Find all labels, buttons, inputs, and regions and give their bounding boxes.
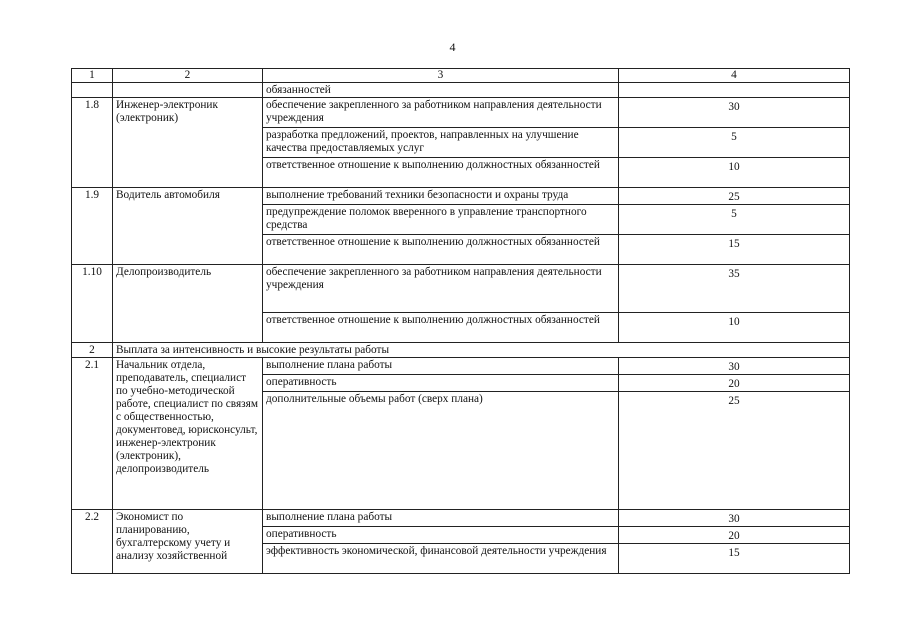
points-cell: 15 xyxy=(619,235,850,265)
criterion-cell: выполнение плана работы xyxy=(263,510,619,527)
column-number-2: 2 xyxy=(113,69,263,83)
criterion-cell: обеспечение закрепленного за работником направления деятельности учреждения xyxy=(263,265,619,313)
table-row xyxy=(72,98,850,128)
section-title: Выплата за интенсивность и высокие результаты работы xyxy=(113,343,850,358)
criterion-cell: обеспечение закрепленного за работником направления деятельности учреждения xyxy=(263,98,619,128)
criteria-table xyxy=(71,68,850,574)
table-row xyxy=(72,358,850,375)
criterion-cell: оперативность xyxy=(263,375,619,392)
points-cell: 30 xyxy=(619,98,850,128)
column-number-1: 1 xyxy=(72,69,113,83)
column-number-4: 4 xyxy=(619,69,850,83)
points-cell: 25 xyxy=(619,188,850,205)
criterion-cell: дополнительные объемы работ (сверх плана) xyxy=(263,392,619,510)
criterion-cell: разработка предложений, проектов, направленных на улучшение качества предоставляемых услуг xyxy=(263,128,619,158)
table-row xyxy=(72,265,850,313)
points-cell: 20 xyxy=(619,527,850,544)
position-cell: Водитель автомобиля xyxy=(113,188,263,265)
points-cell: 30 xyxy=(619,358,850,375)
position-cell: Экономист по планированию, бухгалтерскому учету и анализу хозяйственной xyxy=(113,510,263,574)
criterion-cell: выполнение плана работы xyxy=(263,358,619,375)
criterion-cell: ответственное отношение к выполнению должностных обязанностей xyxy=(263,313,619,343)
points-cell: 10 xyxy=(619,313,850,343)
row-number: 1.10 xyxy=(72,265,113,343)
page-number: 4 xyxy=(449,40,456,54)
points-cell: 35 xyxy=(619,265,850,313)
criterion-cell: ответственное отношение к выполнению должностных обязанностей xyxy=(263,235,619,265)
points-cell: 10 xyxy=(619,158,850,188)
points-cell: 5 xyxy=(619,205,850,235)
criterion-cell: оперативность xyxy=(263,527,619,544)
section-number: 2 xyxy=(72,343,113,358)
row-number: 2.2 xyxy=(72,510,113,574)
points-cell: 30 xyxy=(619,510,850,527)
criterion-cell: обязанностей xyxy=(263,83,619,98)
criterion-cell: предупреждение поломок вверенного в управление транспортного средства xyxy=(263,205,619,235)
section-row xyxy=(72,343,850,358)
points-cell: 5 xyxy=(619,128,850,158)
row-number: 2.1 xyxy=(72,358,113,510)
row-number: 1.9 xyxy=(72,188,113,265)
table-row xyxy=(72,510,850,527)
table-row xyxy=(72,83,850,98)
points-cell: 25 xyxy=(619,392,850,510)
row-number: 1.8 xyxy=(72,98,113,188)
points-cell: 15 xyxy=(619,544,850,574)
row-number xyxy=(72,83,113,98)
points-cell xyxy=(619,83,850,98)
table-row xyxy=(72,188,850,205)
position-cell: Делопроизводитель xyxy=(113,265,263,343)
position-cell: Начальник отдела, преподаватель, специалист по учебно-методической работе, специалист по связям с общественностью, документовед, юрисконсульт, инженер-электроник (электроник), делопроизводитель xyxy=(113,358,263,510)
position-cell: Инженер-электроник (электроник) xyxy=(113,98,263,188)
criterion-cell: эффективность экономической, финансовой деятельности учреждения xyxy=(263,544,619,574)
criterion-cell: ответственное отношение к выполнению должностных обязанностей xyxy=(263,158,619,188)
position-cell xyxy=(113,83,263,98)
points-cell: 20 xyxy=(619,375,850,392)
criterion-cell: выполнение требований техники безопасности и охраны труда xyxy=(263,188,619,205)
column-number-3: 3 xyxy=(263,69,619,83)
column-number-row xyxy=(72,69,850,83)
